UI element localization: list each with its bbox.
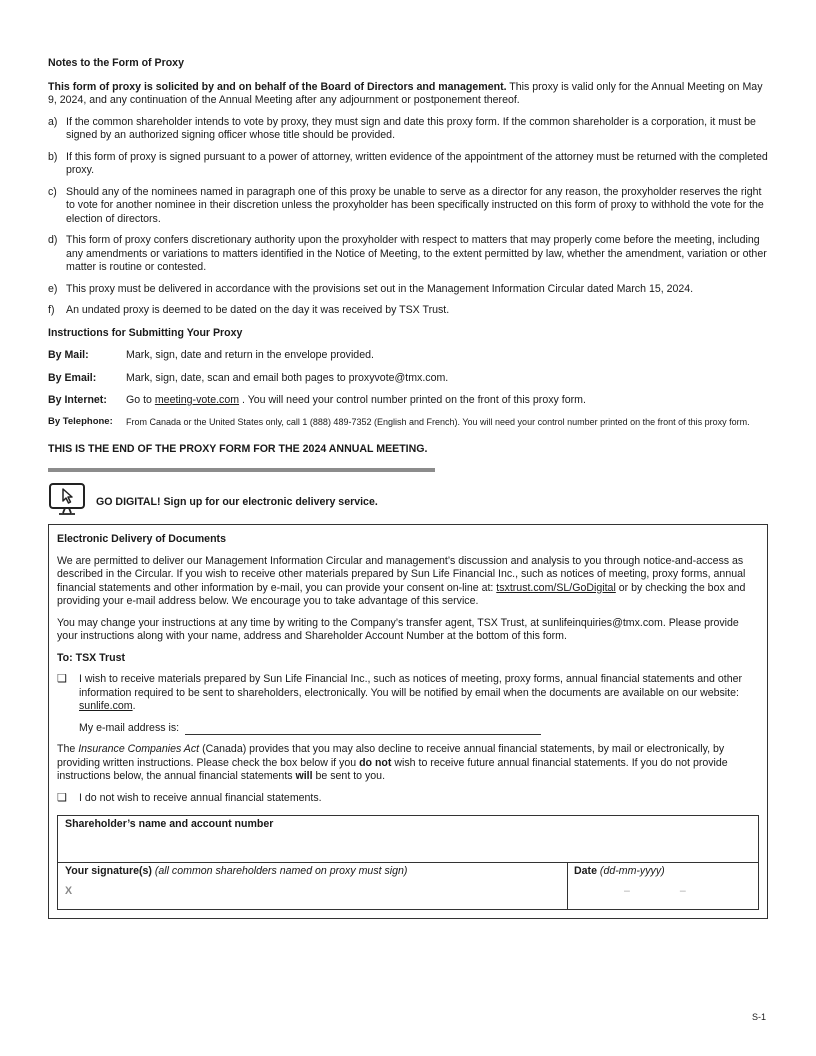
- note-item: d) This form of proxy confers discretionary authority upon the proxyholder with respect to matters that may properly come before the meeting, including any amendments or variations to matters identified in the Notice of Meeting, to the extent permitted by law, whether the amendment, variation or other matter is routine or contested.: [48, 234, 767, 273]
- checkbox[interactable]: ❑: [57, 791, 67, 804]
- email-field[interactable]: [185, 723, 541, 735]
- proxy-notes-page: [48, 57, 770, 919]
- page-number: S-1: [752, 1012, 767, 1022]
- method-internet: By Internet: Go to meeting-vote.com . You will need your control number printed on the front of this proxy form.: [48, 394, 586, 406]
- signature-mark: X: [65, 884, 73, 897]
- method-telephone: By Telephone: From Canada or the United States only, call 1 (888) 489-7352 (English and French). You will need your control number printed on the front of this proxy form.: [48, 415, 750, 427]
- note-item: a) If the common shareholder intends to vote by proxy, they must sign and date this proxy form. If the common shareholder is a corporation, it must be signed by an authorized signing officer whose title should be provided.: [48, 115, 756, 141]
- shareholder-form: [57, 815, 759, 910]
- signature-field[interactable]: Your signature(s) (all common shareholders named on proxy must sign) X: [58, 863, 568, 909]
- method-mail: By Mail: Mark, sign, date and return in the envelope provided.: [48, 349, 374, 361]
- email-address-row: [79, 722, 759, 736]
- decline-statements-option: ❑ I do not wish to receive annual financial statements.: [57, 791, 322, 804]
- notes-title: Notes to the Form of Proxy: [48, 57, 184, 69]
- to-recipient: To: TSX Trust: [57, 651, 126, 664]
- divider-bar: [48, 468, 435, 472]
- monitor-cursor-icon: [48, 482, 86, 516]
- note-item: f) An undated proxy is deemed to be dated on the day it was received by TSX Trust.: [48, 304, 450, 316]
- go-digital-text: GO DIGITAL! Sign up for our electronic delivery service.: [96, 496, 378, 509]
- note-item: b) If this form of proxy is signed pursuant to a power of attorney, written evidence of the appointment of the attorney must be returned with the completed proxy.: [48, 150, 768, 176]
- shareholder-name-field[interactable]: [58, 816, 758, 863]
- method-email: By Email: Mark, sign, date, scan and email both pages to proxyvote@tmx.com.: [48, 371, 449, 384]
- sunlife-link[interactable]: sunlife.com: [79, 700, 133, 712]
- delivery-paragraph: We are permitted to deliver our Management Information Circular and management’s discussion and analysis to you through notice-and-access as described in the Circular. If you wish to receive other materials prepared by Sun Life Financial Inc., such as notices of meeting, proxy forms, annual financial statements and other information by e-mail, you can provide your consent on-line at: tsxtrust.com/SL/GoDigital or by checking the box and providing your e-mail address below. We encourage you to take advantage of this service.: [57, 554, 746, 607]
- checkbox[interactable]: ❑: [57, 673, 67, 685]
- shareholder-name-label: Shareholder’s name and account number: [65, 818, 274, 830]
- delivery-paragraph: You may change your instructions at any time by writing to the Company’s transfer agent, TSX Trust, at sunlifeinquiries@tmx.com. Please provide your instructions along with your name, address and Shareholder Account Number at the bottom of this form.: [57, 616, 739, 642]
- electronic-delivery-box: [48, 524, 768, 919]
- end-of-form-text: THIS IS THE END OF THE PROXY FORM FOR THE 2024 ANNUAL MEETING.: [48, 442, 428, 455]
- go-digital-banner: [48, 482, 770, 516]
- date-separators: – –: [624, 884, 686, 897]
- meeting-vote-link[interactable]: meeting-vote.com: [154, 394, 240, 406]
- electronic-consent-option: ❑ I wish to receive materials prepared by Sun Life Financial Inc., such as notices of meeting, proxy forms, annual financial statements and other information required to be sent to shareholders, electronically. You will be notified by email when the documents are available on our website: sunlife.com.: [57, 673, 743, 712]
- statements-paragraph: The Insurance Companies Act (Canada) provides that you may also decline to receive annual financial statements, by mail or electronically, by providing written instructions. Please check the box below if you do not wish to receive future annual financial statements. If you do not provide instructions below, the annual financial statements will be sent to you.: [57, 743, 728, 782]
- note-item: c) Should any of the nominees named in paragraph one of this proxy be unable to serve as a director for any reason, the proxyholder reserves the right to vote for another nominee in their discretion unless the proxyholder has been specifically instructed on this form of proxy to withhold the vote for the election of directors.: [48, 185, 764, 225]
- date-field[interactable]: Date (dd-mm-yyyy) – –: [568, 863, 758, 909]
- godigital-link[interactable]: tsxtrust.com/SL/GoDigital: [496, 581, 616, 594]
- notes-intro: This form of proxy is solicited by and on behalf of the Board of Directors and management. This proxy is valid only for the Annual Meeting on May 9, 2024, and any continuation of the Annual Meeting after any adjournment or postponement thereof.: [48, 80, 763, 106]
- delivery-title: Electronic Delivery of Documents: [57, 533, 226, 545]
- instructions-title: Instructions for Submitting Your Proxy: [48, 326, 243, 339]
- note-item: e) This proxy must be delivered in accordance with the provisions set out in the Management Information Circular dated March 15, 2024.: [48, 282, 694, 295]
- email-label: My e-mail address is:: [79, 721, 180, 734]
